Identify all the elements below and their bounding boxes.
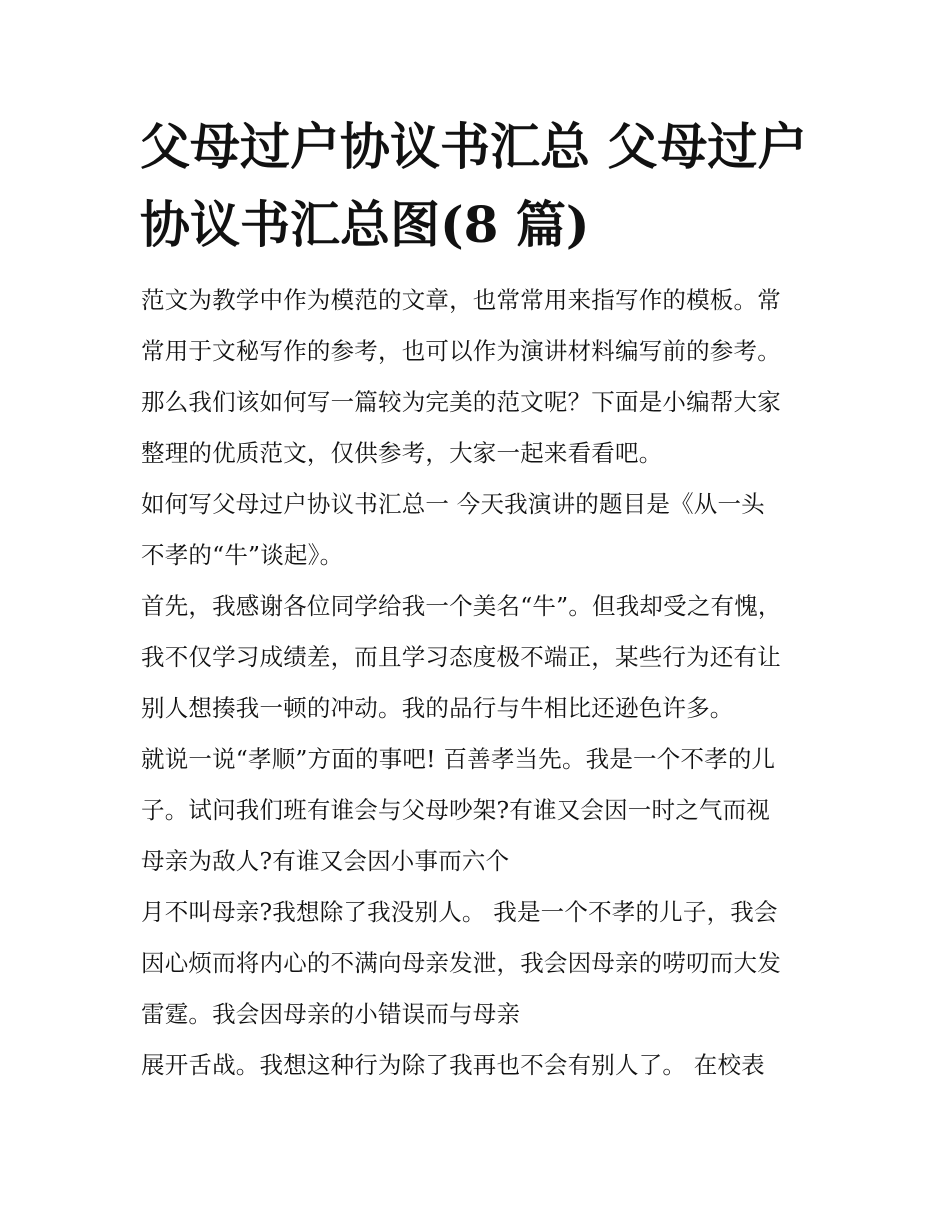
document-title-line-1 [140,108,840,186]
body-text-line: 不孝的“牛”谈起》。 [141,541,344,569]
body-text-line: 因心烦而将内心的不满向母亲发泄，我会因母亲的唠叨而大发 [141,949,781,977]
body-text-line: 月不叫母亲?我想除了我没别人。 我是一个不孝的儿子，我会 [141,898,778,926]
body-text-line: 那么我们该如何写一篇较为完美的范文呢？下面是小编帮大家 [141,388,781,416]
body-text-line: 母亲为敌人?有谁又会因小事而六个 [141,847,510,875]
body-text-line: 子。试问我们班有谁会与父母吵架?有谁又会因一时之气而视 [141,796,770,824]
title-line-1-text: 父母过户协议书汇总 父母过户 [140,117,808,176]
document-title-line-2 [140,186,840,264]
body-text-line: 就说一说“孝顺”方面的事吧! 百善孝当先。我是一个不孝的儿 [141,745,776,773]
body-text-line: 如何写父母过户协议书汇总一 今天我演讲的题目是《从一头 [141,490,765,518]
title-line-2-count: (8 篇) [440,195,590,254]
body-text-line: 雷霆。我会因母亲的小错误而与母亲 [141,1000,521,1028]
body-text-line: 别人想揍我一顿的冲动。我的品行与牛相比还逊色许多。 [141,694,734,722]
body-text-line: 展开舌战。我想这种行为除了我再也不会有别人了。 在校表 [141,1051,765,1079]
title-line-2-text: 协议书汇总图 [140,195,440,254]
body-text-line: 整理的优质范文，仅供参考，大家一起来看看吧。 [141,439,663,467]
body-text-line: 首先，我感谢各位同学给我一个美名“牛”。但我却受之有愧， [141,592,782,620]
body-text-line: 我不仅学习成绩差，而且学习态度极不端正，某些行为还有让 [141,643,781,671]
body-text-line: 范文为教学中作为模范的文章，也常常用来指写作的模板。常 [141,286,781,314]
body-text-line: 常用于文秘写作的参考，也可以作为演讲材料编写前的参考。 [141,337,781,365]
